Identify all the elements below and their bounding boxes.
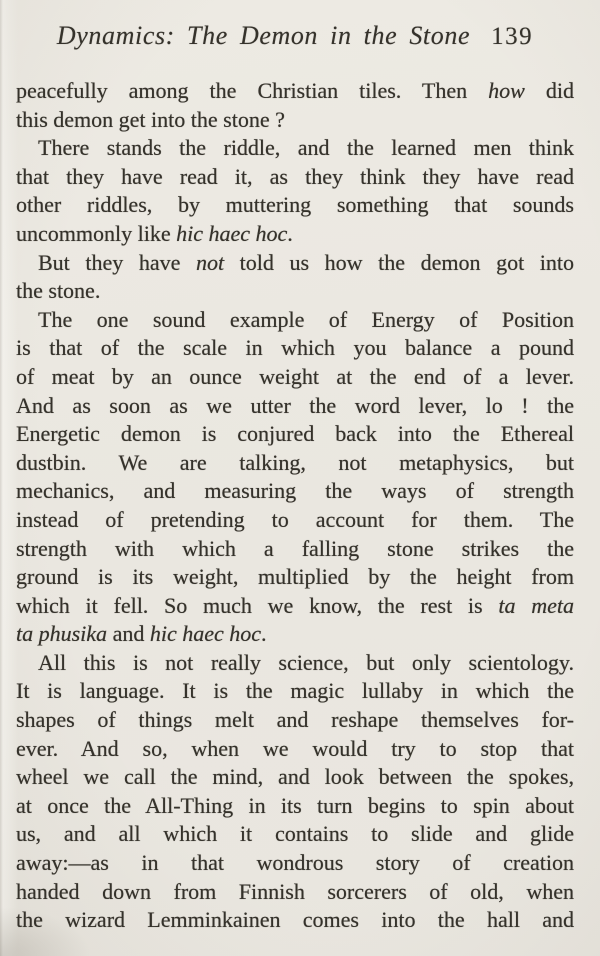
text-run: ground is its weight, multiplied by the height from (16, 564, 574, 590)
text-run: . (261, 621, 267, 647)
italic-text-run: how (488, 78, 525, 103)
chapter-title: Dynamics: The Demon in the Stone (56, 21, 471, 50)
text-line (16, 878, 574, 907)
text-run: which it fell. So much we know, the rest is (16, 592, 499, 618)
text-run: us, and all which it contains to slide and glide (16, 821, 574, 847)
text-run: The one sound example of Energy of Position (38, 306, 574, 332)
text-run: ever. And so, when we would try to stop that (16, 735, 574, 761)
text-run: It is language. It is the magic lullaby in which the (16, 678, 574, 704)
italic-text-run: hic haec hoc (176, 220, 288, 246)
italic-text-run: ta phusika (16, 621, 108, 647)
running-header (16, 20, 574, 53)
text-run: uncommonly like (16, 220, 177, 246)
text-line (16, 906, 574, 935)
text-run: other riddles, by muttering something that sounds (16, 192, 574, 218)
page-text (16, 77, 574, 935)
text-run: shapes of things melt and reshape themselves for- (16, 707, 574, 733)
text-run: strength with which a falling stone strikes the (16, 535, 574, 561)
text-run: at once the All-Thing in its turn begins to spin about (16, 792, 574, 818)
text-run: the stone. (16, 278, 101, 304)
text-line (16, 277, 574, 306)
text-line (16, 392, 574, 421)
text-run: But they have (38, 249, 196, 275)
text-line (16, 706, 574, 735)
text-line (16, 449, 574, 478)
text-line (16, 620, 574, 649)
text-line (16, 334, 574, 363)
text-run: this demon get into the stone ? (16, 106, 285, 132)
text-run: is that of the scale in which you balance a pound (16, 335, 574, 361)
text-run: away:—as in that wondrous story of creation (16, 850, 574, 876)
text-line (16, 106, 574, 135)
text-line (16, 420, 574, 449)
text-run: told us how the demon got into (224, 249, 574, 275)
text-run: of meat by an ounce weight at the end of a lever. (16, 363, 574, 389)
text-line (16, 592, 574, 621)
text-run: did (524, 78, 574, 103)
text-run: Energetic demon is conjured back into the Ethereal (16, 421, 574, 447)
text-line (16, 306, 574, 335)
text-run: peacefully among the Christian tiles. Then (16, 78, 489, 103)
text-run: All this is not really science, but only scientology. (38, 649, 574, 675)
text-line (16, 506, 574, 535)
text-run: that they have read it, as they think they have read (16, 163, 574, 189)
text-line (16, 677, 574, 706)
text-run: the wizard Lemminkainen comes into the hall and (16, 907, 574, 933)
text-line (16, 792, 574, 821)
italic-text-run: ta meta (498, 592, 574, 618)
page-number: 139 (491, 23, 534, 50)
text-line (16, 134, 574, 163)
text-line (16, 77, 574, 106)
text-line (16, 849, 574, 878)
text-line (16, 220, 574, 249)
text-line (16, 735, 574, 764)
text-line (16, 363, 574, 392)
text-run: and (107, 621, 150, 647)
text-line (16, 191, 574, 220)
text-run: dustbin. We are talking, not metaphysics, but (16, 449, 574, 475)
text-line (16, 820, 574, 849)
text-run: wheel we call the mind, and look between the spokes, (16, 764, 574, 790)
italic-text-run: not (195, 249, 225, 275)
italic-text-run: hic haec hoc (149, 621, 261, 647)
text-run: handed down from Finnish sorcerers of old, when (16, 878, 574, 904)
text-run: mechanics, and measuring the ways of strength (16, 478, 574, 504)
text-line (16, 249, 574, 278)
text-line (16, 477, 574, 506)
text-run: instead of pretending to account for them. The (16, 506, 574, 532)
text-run: And as soon as we utter the word lever, lo ! the (16, 392, 574, 418)
text-run: . (287, 220, 293, 246)
text-line (16, 649, 574, 678)
text-line (16, 763, 574, 792)
text-line (16, 563, 574, 592)
text-line (16, 535, 574, 564)
text-run: There stands the riddle, and the learned men think (38, 135, 574, 161)
text-line (16, 163, 574, 192)
